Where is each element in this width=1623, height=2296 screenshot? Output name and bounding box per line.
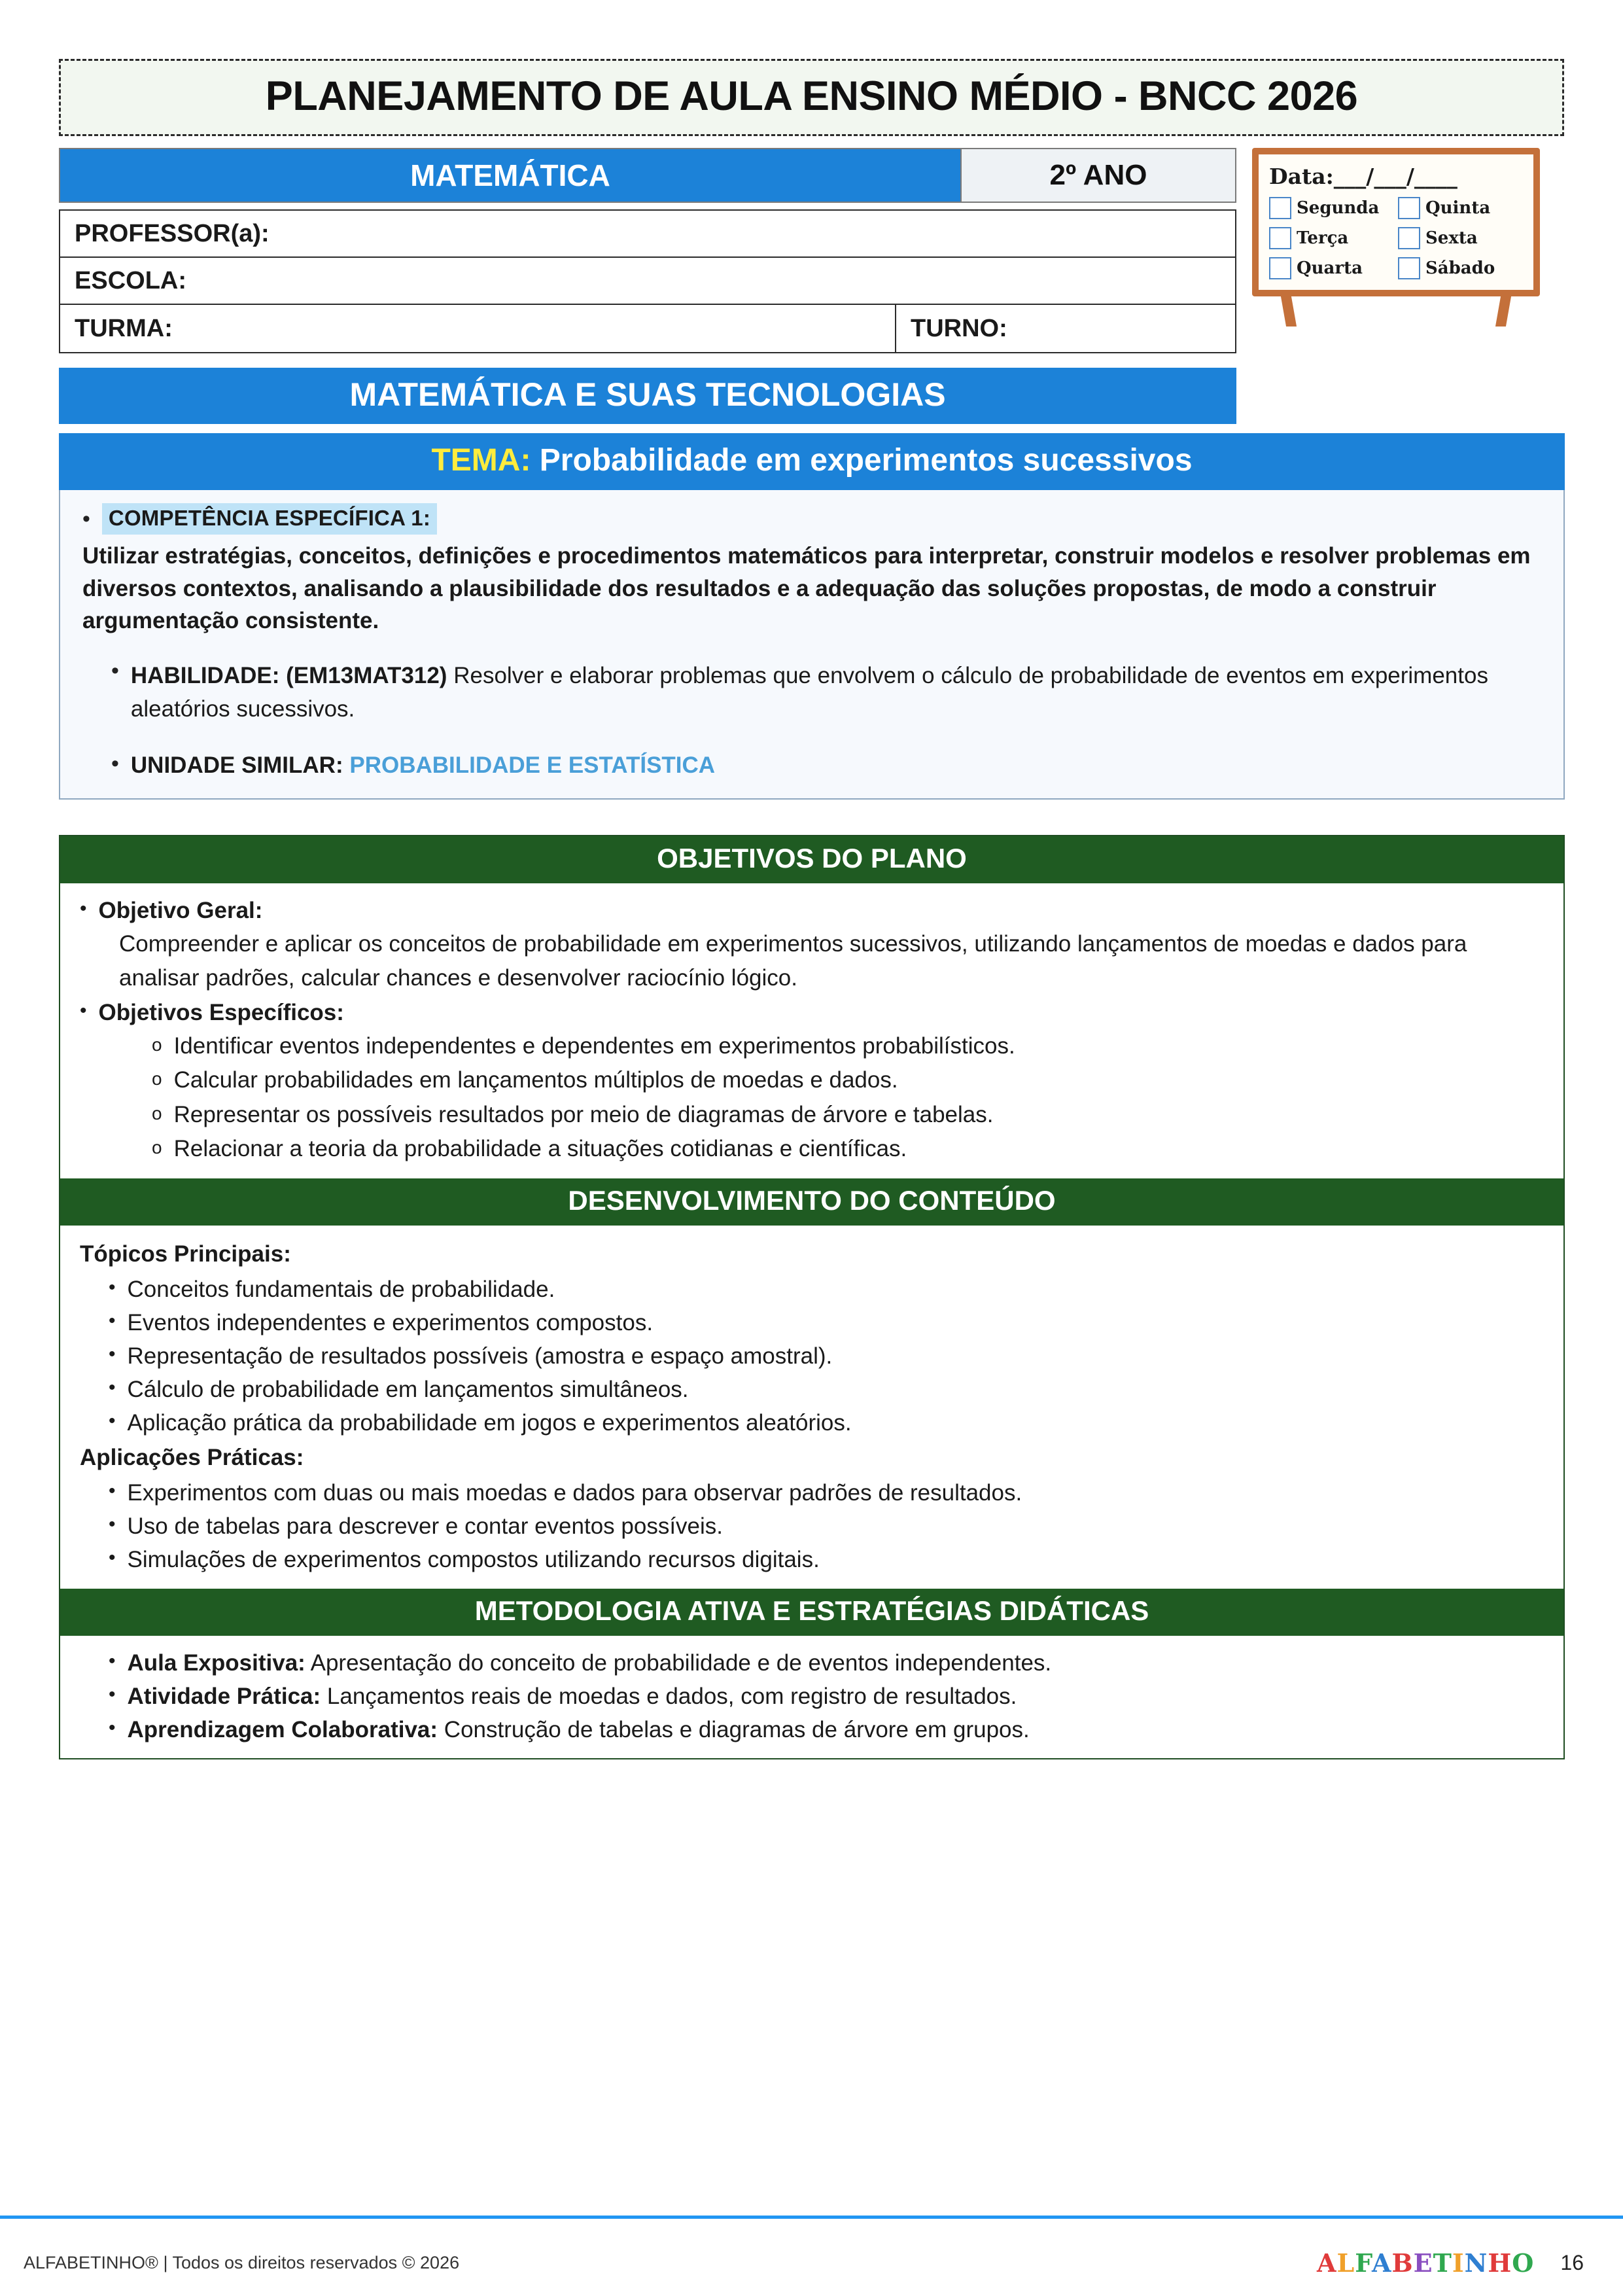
page-footer <box>0 2248 1623 2278</box>
unidade-value: PROBABILIDADE E ESTATÍSTICA <box>349 752 716 778</box>
aplicacao-text: Uso de tabelas para descrever e contar eventos possíveis. <box>127 1513 724 1540</box>
objetivo-especifico-text: Identificar eventos independentes e dependentes em experimentos probabilísticos. <box>173 1033 1015 1059</box>
weekday-segunda[interactable] <box>1269 197 1394 219</box>
metodologia-label: Aula Expositiva: <box>127 1650 305 1676</box>
metodologia-text: Construção de tabelas e diagramas de árvore em grupos. <box>438 1716 1030 1742</box>
bullet-icon: • <box>109 1683 116 1705</box>
circle-bullet-icon: o <box>152 1137 162 1158</box>
subject-badge: MATEMÁTICA <box>59 148 962 203</box>
weekday-quinta[interactable] <box>1398 197 1523 219</box>
metodologia-text: Apresentação do conceito de probabilidade e de eventos independentes. <box>305 1650 1052 1676</box>
objetivo-geral-text: Compreender e aplicar os conceitos de probabilidade em experimentos sucessivos, utilizando lançamentos de moedas e dados para analisar padrões, calcular chances e desenvolver raciocínio lógico. <box>119 930 1467 991</box>
unidade-text-wrap <box>131 752 715 779</box>
bullet-icon: • <box>80 897 87 919</box>
circle-bullet-icon: o <box>152 1103 162 1123</box>
copyright-text: ALFABETINHO® | Todos os direitos reservados © 2026 <box>24 2253 460 2272</box>
topicos-label: Tópicos Principais: <box>80 1241 291 1267</box>
year-badge: 2º ANO <box>962 148 1236 203</box>
escola-field[interactable]: ESCOLA: <box>75 266 186 294</box>
footer-divider <box>0 2216 1623 2219</box>
list-item <box>109 1713 1544 1746</box>
table-row <box>60 258 1235 305</box>
list-item <box>80 1063 1544 1098</box>
competency-header <box>82 503 1541 535</box>
competency-box <box>59 490 1565 800</box>
objetivo-especifico-text: Relacionar a teoria da probabilidade a situações cotidianas e científicas. <box>173 1136 907 1162</box>
list-item <box>109 1476 1544 1510</box>
checkbox-icon[interactable] <box>1269 227 1291 249</box>
objetivo-geral-label: Objetivo Geral: <box>98 897 263 923</box>
section-title-objetivos: OBJETIVOS DO PLANO <box>60 836 1563 883</box>
bullet-icon: • <box>109 1309 116 1332</box>
section-body-metodologia <box>60 1636 1563 1758</box>
identification-left <box>59 148 1236 353</box>
theme-banner <box>59 433 1565 490</box>
habilidade-text-wrap <box>131 660 1541 726</box>
turno-field[interactable]: TURNO: <box>895 305 1235 352</box>
list-item <box>109 1339 1544 1373</box>
area-banner: MATEMÁTICA E SUAS TECNOLOGIAS <box>59 368 1236 424</box>
subject-row <box>59 148 1236 203</box>
weekday-sabado[interactable] <box>1398 257 1523 279</box>
list-item <box>80 996 1544 1029</box>
weekday-label: Sexta <box>1425 228 1478 248</box>
objetivo-especifico-text: Representar os possíveis resultados por meio de diagramas de árvore e tabelas. <box>173 1101 994 1127</box>
topico-text: Eventos independentes e experimentos compostos. <box>127 1309 654 1335</box>
checkbox-icon[interactable] <box>1398 197 1420 219</box>
list-item <box>109 1306 1544 1339</box>
section-body-desenvolvimento <box>60 1226 1563 1589</box>
bullet-icon: • <box>109 1480 116 1502</box>
list-item <box>80 1132 1544 1167</box>
theme-value: Probabilidade em experimentos sucessivos <box>539 443 1193 478</box>
list-item <box>80 1098 1544 1133</box>
weekday-label: Terça <box>1297 228 1349 248</box>
checkbox-icon[interactable] <box>1398 257 1420 279</box>
topico-text: Cálculo de probabilidade em lançamentos simultâneos. <box>127 1377 689 1403</box>
habilidade-label: HABILIDADE: (EM13MAT312) <box>130 663 447 689</box>
weekday-terca[interactable] <box>1269 227 1394 249</box>
brand-logo: ALFABETINHO <box>1317 2248 1535 2278</box>
board-leg-right <box>1495 296 1511 327</box>
footer-right <box>1317 2248 1584 2278</box>
aplicacoes-label: Aplicações Práticas: <box>80 1445 304 1471</box>
metodologia-text: Lançamentos reais de moedas e dados, com registro de resultados. <box>321 1683 1017 1709</box>
objetivo-especifico-text: Calcular probabilidades em lançamentos múltiplos de moedas e dados. <box>173 1067 898 1093</box>
date-board-frame <box>1252 148 1540 296</box>
identification-area <box>59 148 1564 353</box>
checkbox-icon[interactable] <box>1398 227 1420 249</box>
checkbox-icon[interactable] <box>1269 197 1291 219</box>
list-item <box>80 894 1544 927</box>
weekday-label: Sábado <box>1425 258 1495 278</box>
aplicacao-text: Experimentos com duas ou mais moedas e dados para observar padrões de resultados. <box>127 1480 1022 1506</box>
objetivos-especificos-label: Objetivos Específicos: <box>98 999 344 1025</box>
section-body-objetivos <box>60 883 1563 1178</box>
checkbox-icon[interactable] <box>1269 257 1291 279</box>
competency-tag: COMPETÊNCIA ESPECÍFICA 1: <box>102 503 437 535</box>
weekday-sexta[interactable] <box>1398 227 1523 249</box>
aplicacao-text: Simulações de experimentos compostos utilizando recursos digitais. <box>127 1547 820 1573</box>
circle-bullet-icon: o <box>152 1069 162 1089</box>
topicos-list <box>80 1273 1544 1439</box>
topico-text: Aplicação prática da probabilidade em jogos e experimentos aleatórios. <box>127 1410 852 1436</box>
document-title-box <box>59 59 1564 136</box>
bullet-icon: • <box>109 1343 116 1365</box>
bullet-icon: • <box>109 1276 116 1298</box>
page-title: PLANEJAMENTO DE AULA ENSINO MÉDIO - BNCC 2026 <box>265 73 1358 119</box>
circle-bullet-icon: o <box>152 1034 162 1055</box>
section-title-metodologia: METODOLOGIA ATIVA E ESTRATÉGIAS DIDÁTICAS <box>60 1589 1563 1636</box>
date-label: Data:___/___/____ <box>1269 164 1457 189</box>
list-item <box>109 1273 1544 1306</box>
competency-text: Utilizar estratégias, conceitos, definições e procedimentos matemáticos para interpretar, construir modelos e resolver problemas em diversos contextos, analisando a plausibilidade dos resultados e a adequação das soluções propostas, de modo a construir argumentação consistente. <box>82 543 1531 634</box>
metodologia-label: Atividade Prática: <box>127 1683 321 1709</box>
professor-field[interactable]: PROFESSOR(a): <box>75 219 270 247</box>
section-title-desenvolvimento: DESENVOLVIMENTO DO CONTEÚDO <box>60 1178 1563 1226</box>
bullet-icon: • <box>109 1650 116 1672</box>
bullet-icon: • <box>109 1377 116 1399</box>
weekday-label: Segunda <box>1297 198 1380 218</box>
list-item <box>109 1680 1544 1713</box>
theme-label: TEMA: <box>431 443 531 478</box>
page-number: 16 <box>1560 2251 1584 2274</box>
board-leg-left <box>1281 296 1297 327</box>
bullet-icon: • <box>109 1410 116 1432</box>
weekday-quarta[interactable] <box>1269 257 1394 279</box>
unidade-label: UNIDADE SIMILAR: <box>130 752 343 778</box>
list-item <box>109 1510 1544 1543</box>
date-board <box>1252 148 1540 327</box>
list-item <box>109 1543 1544 1576</box>
list-item <box>80 1029 1544 1064</box>
bullet-icon: • <box>80 999 87 1021</box>
board-legs <box>1252 296 1540 327</box>
metodologia-list <box>80 1646 1544 1746</box>
bullet-icon: • <box>82 506 90 531</box>
turma-field[interactable]: TURMA: <box>75 314 173 342</box>
weekday-label: Quarta <box>1297 258 1363 278</box>
content-sections <box>59 835 1565 1759</box>
habilidade-text: Resolver e elaborar problemas que envolvem o cálculo de probabilidade de eventos em experimentos aleatórios sucessivos. <box>130 663 1488 722</box>
list-item <box>109 1373 1544 1406</box>
list-item <box>109 1406 1544 1439</box>
habilidade-row <box>82 660 1541 726</box>
identification-table <box>59 209 1236 353</box>
weekday-label: Quinta <box>1425 198 1491 218</box>
weekday-checkbox-grid <box>1269 197 1523 279</box>
table-row <box>60 305 1235 352</box>
bullet-icon: • <box>109 1513 116 1536</box>
topico-text: Representação de resultados possíveis (amostra e espaço amostral). <box>127 1343 833 1369</box>
list-item <box>109 1646 1544 1680</box>
bullet-icon: • <box>109 1547 116 1569</box>
topico-text: Conceitos fundamentais de probabilidade. <box>127 1276 555 1302</box>
aplicacoes-list <box>80 1476 1544 1576</box>
unidade-row <box>82 752 1541 779</box>
table-row <box>60 211 1235 258</box>
bullet-icon: • <box>111 751 119 776</box>
metodologia-label: Aprendizagem Colaborativa: <box>127 1716 438 1742</box>
bullet-icon: • <box>111 658 119 684</box>
bullet-icon: • <box>109 1716 116 1739</box>
